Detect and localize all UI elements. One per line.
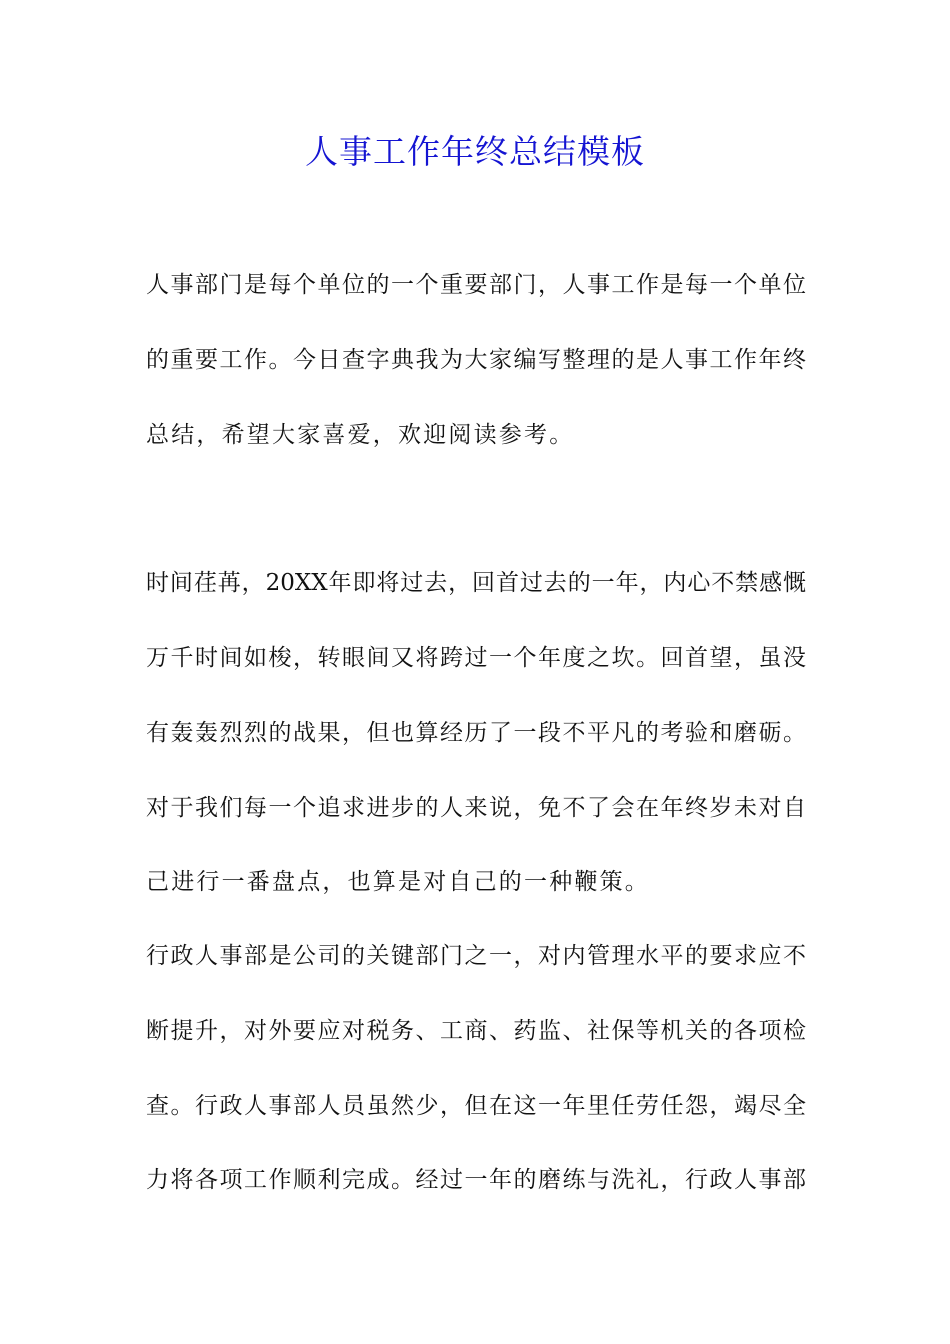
paragraph-2-line-3: 有轰轰烈烈的战果，但也算经历了一段不平凡的考验和磨砺。 [146,720,806,746]
paragraph-2-line-5: 己进行一番盘点，也算是对自己的一种鞭策。 [146,869,650,895]
paragraph-1-line-3: 总结，希望大家喜爱，欢迎阅读参考。 [146,422,575,448]
paragraph-3-line-2: 断提升，对外要应对税务、工商、药监、社保等机关的各项检 [146,1018,806,1044]
paragraph-2-line-2: 万千时间如梭，转眼间又将跨过一个年度之坎。回首望，虽没 [146,645,806,671]
paragraph-3-line-3: 查。行政人事部人员虽然少，但在这一年里任劳任怨，竭尽全 [146,1093,806,1119]
paragraph-1-line-2: 的重要工作。今日查字典我为大家编写整理的是人事工作年终 [146,347,806,373]
document-title: 人事工作年终总结模板 [305,132,645,171]
paragraph-3-line-4: 力将各项工作顺利完成。经过一年的磨练与洗礼，行政人事部 [146,1167,806,1193]
paragraph-2-line-1: 时间荏苒，20XX年即将过去，回首过去的一年，内心不禁感慨 [146,570,806,596]
paragraph-3-line-1: 行政人事部是公司的关键部门之一，对内管理水平的要求应不 [146,943,806,969]
paragraph-1-line-1: 人事部门是每个单位的一个重要部门，人事工作是每一个单位 [146,272,806,298]
paragraph-2-line-4: 对于我们每一个追求进步的人来说，免不了会在年终岁未对自 [146,795,806,821]
